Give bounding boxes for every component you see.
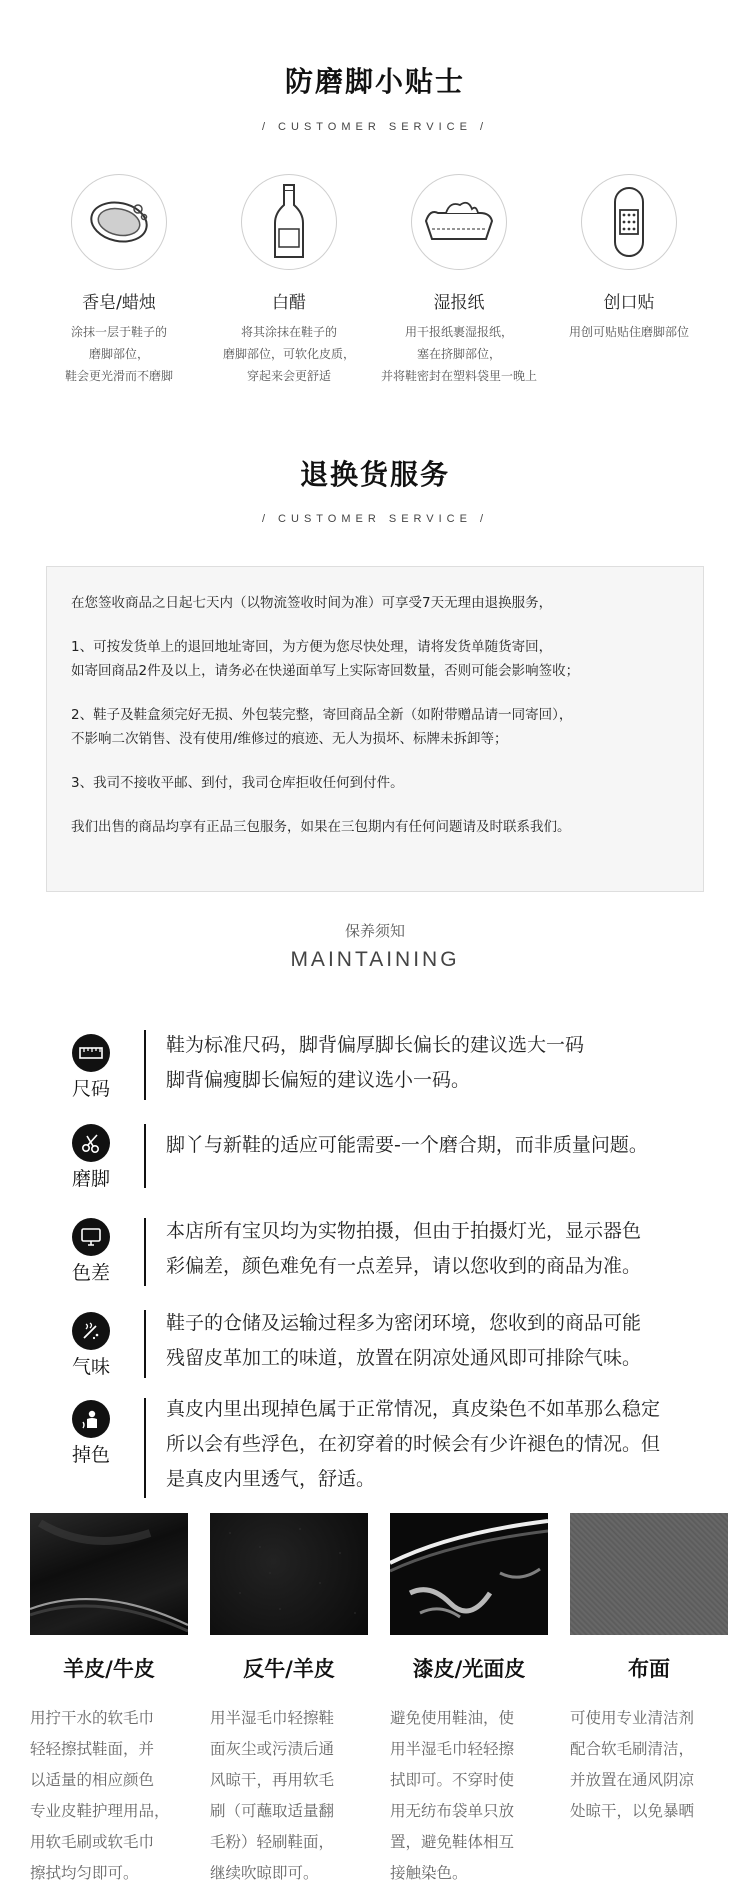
divider xyxy=(144,1398,146,1498)
return-title: 退换货服务 xyxy=(299,458,450,491)
material-name: 漆皮/光面皮 xyxy=(412,1656,526,1681)
maintain-text: 鞋为标准尺码，脚背偏厚脚长偏长的建议选大一码 脚背偏瘦脚长偏短的建议选小一码。 xyxy=(166,1034,585,1091)
ruler-icon xyxy=(72,1034,110,1072)
tip-name: 湿报纸 xyxy=(433,293,485,313)
wet-paper-icon xyxy=(411,174,507,270)
return-policy-box xyxy=(46,566,704,892)
material-leather xyxy=(30,1513,188,1883)
maintain-title-cn: 保养须知 xyxy=(344,922,405,940)
tip-bandage xyxy=(544,174,714,343)
return-subtitle: / CUSTOMER SERVICE / xyxy=(261,513,489,525)
return-paragraph: 2、鞋子及鞋盒须完好无损、外包装完整，寄回商品全新（如附带赠品请一同寄回）， 不影响二次销售、没有使用/维修过的痕迹、无人为损坏、标牌未拆卸等； xyxy=(71,707,573,747)
patent-swatch-image xyxy=(390,1513,548,1635)
tip-name: 白醋 xyxy=(272,293,306,313)
material-suede xyxy=(210,1513,368,1883)
maintain-text: 鞋子的仓储及运输过程多为密闭环境，您收到的商品可能 残留皮革加工的味道，放置在阴凉处通风即可排除气味。 xyxy=(166,1312,642,1369)
maintain-label: 磨脚 xyxy=(71,1168,110,1190)
tip-name: 创口贴 xyxy=(603,293,655,313)
maintain-label: 掉色 xyxy=(71,1444,110,1466)
tip-desc: 用干报纸裹湿报纸， 塞在挤脚部位， 并将鞋密封在塑料袋里一晚上 xyxy=(380,325,537,383)
leather-swatch-image xyxy=(30,1513,188,1635)
tip-name: 香皂/蜡烛 xyxy=(82,293,156,313)
tip-paper xyxy=(374,174,544,387)
tip-desc: 涂抹一层于鞋子的 磨脚部位， 鞋会更光滑而不磨脚 xyxy=(64,325,173,383)
material-fabric xyxy=(570,1513,728,1827)
tips-title: 防磨脚小贴士 xyxy=(284,65,465,98)
vinegar-bottle-icon xyxy=(241,174,337,270)
material-desc: 用半湿毛巾轻擦鞋 面灰尘或污渍后通 风晾干，再用软毛 刷（可蘸取适量翻 毛粉）轻刷鞋面， 继续吹晾即可。 xyxy=(210,1709,335,1882)
maintain-title-en: MAINTAINING xyxy=(290,948,460,971)
soap-icon xyxy=(71,174,167,270)
material-name: 布面 xyxy=(628,1656,670,1681)
maintain-label: 色差 xyxy=(71,1262,110,1284)
divider xyxy=(144,1218,146,1286)
divider xyxy=(144,1030,146,1100)
material-desc: 可使用专业清洁剂 配合软毛刷清洁， 并放置在通风阴凉 处晾干，以免暴晒 xyxy=(570,1709,695,1820)
material-desc: 避免使用鞋油，使 用半湿毛巾轻轻擦 拭即可。不穿时使 用无纺布袋单只放 置，避免鞋体相互 接触染色。 xyxy=(390,1709,515,1882)
tip-soap xyxy=(34,174,204,387)
divider xyxy=(144,1124,146,1188)
monitor-icon xyxy=(72,1218,110,1256)
fabric-swatch-image xyxy=(570,1513,728,1635)
tip-desc: 将其涂抹在鞋子的 磨脚部位，可软化皮质， 穿起来会更舒适 xyxy=(222,325,355,383)
return-paragraph: 3、我司不接收平邮、到付，我司仓库拒收任何到付件。 xyxy=(71,775,404,791)
divider xyxy=(144,1310,146,1378)
suede-swatch-image xyxy=(210,1513,368,1635)
maintain-text: 真皮内里出现掉色属于正常情况，真皮染色不如革那么稳定 所以会有些浮色，在初穿着的时候会有少许褪色的情况。但 是真皮内里透气，舒适。 xyxy=(166,1398,661,1490)
material-desc: 用拧干水的软毛巾 轻轻擦拭鞋面，并 以适量的相应颜色 专业皮鞋护理用品， 用软毛刷或软毛巾 擦拭均匀即可。 xyxy=(30,1709,170,1882)
maintain-label: 气味 xyxy=(71,1356,110,1378)
bandage-icon xyxy=(581,174,677,270)
scissors-icon xyxy=(72,1124,110,1162)
material-name: 反牛/羊皮 xyxy=(243,1656,335,1681)
fade-icon xyxy=(72,1400,110,1438)
return-paragraph: 在您签收商品之日起七天内（以物流签收时间为准）可享受7天无理由退换服务， xyxy=(71,595,553,611)
return-paragraph: 1、可按发货单上的退回地址寄回，为方便为您尽快处理，请将发货单随货寄回， 如寄回商品2件及以上，请务必在快递面单写上实际寄回数量，否则可能会影响签收； xyxy=(71,639,580,679)
return-paragraph: 我们出售的商品均享有正品三包服务，如果在三包期内有任何问题请及时联系我们。 xyxy=(71,819,571,835)
material-patent xyxy=(390,1513,548,1883)
material-name: 羊皮/牛皮 xyxy=(63,1656,155,1681)
tips-subtitle: / CUSTOMER SERVICE / xyxy=(261,121,489,133)
maintain-label: 尺码 xyxy=(71,1078,110,1100)
smell-icon xyxy=(72,1312,110,1350)
tip-desc: 用创可贴贴住磨脚部位 xyxy=(568,325,689,339)
maintain-text: 本店所有宝贝均为实物拍摄，但由于拍摄灯光，显示器色 彩偏差，颜色难免有一点差异，请以您收到的商品为准。 xyxy=(166,1220,642,1277)
tip-vinegar xyxy=(204,174,374,387)
maintain-text: 脚丫与新鞋的适应可能需要-一个磨合期，而非质量问题。 xyxy=(166,1134,648,1156)
